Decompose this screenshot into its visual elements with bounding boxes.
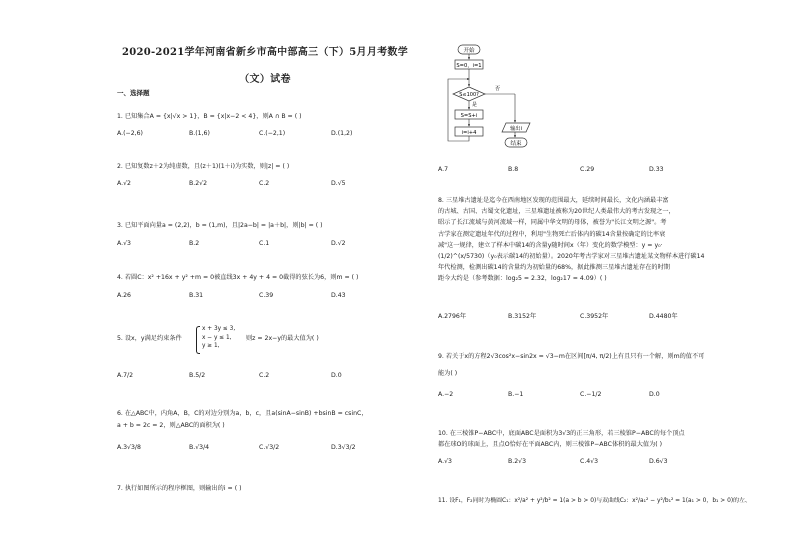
q1-option-a: A.(−2,6) (117, 130, 143, 137)
flow-condition-label: S≤100? (459, 92, 479, 98)
q8-line-5: 减"这一规律，建立了样本中碳14的含量y随时间x（年）变化的数学模型：y = y₀· (438, 241, 663, 249)
q9-option-c: C.−1/2 (580, 391, 602, 398)
q8-line-1: 8. 三星堆古遗址是迄今在西南地区发现的范围最大，延续时间最长，文化内涵最丰富 (438, 197, 669, 204)
section-heading: 一、选择题 (117, 89, 150, 97)
q6-option-b: B.√3/4 (189, 444, 210, 451)
q7-option-d: D.33 (649, 166, 664, 173)
flow-end-label: 结束 (510, 141, 522, 147)
question-5-stem: 则z = 2x−y的最大值为( ) (246, 335, 319, 342)
q8-option-a: A.2796年 (438, 313, 467, 320)
question-5-constraints (202, 325, 235, 351)
q5-option-d: D.0 (331, 372, 342, 379)
flow-start-label: 开始 (463, 48, 475, 54)
q6-option-c: C.√3/2 (259, 444, 280, 451)
q2-option-b: B.2√2 (189, 180, 208, 187)
q3-option-b: B.2 (189, 240, 200, 247)
exam-title: 2020-2021学年河南省新乡市高中部高三（下）5月月考数学 (121, 47, 409, 58)
q10-line-2: 都在球O的球面上，且点O恰好在平面ABC内，则三棱锥P−ABC体积的最大值为( ) (438, 441, 663, 449)
q4-option-a: A.26 (117, 292, 131, 299)
flow-init-label: S=0，i=1 (456, 63, 482, 69)
q10-option-d: D.6√3 (649, 458, 668, 465)
q6-option-a: A.3√3/8 (117, 444, 141, 451)
q7-option-c: C.29 (580, 166, 595, 173)
q4-option-d: D.43 (331, 292, 346, 299)
q8-line-3: 昭示了长江流域与黄河流域一样，同属中华文明的母体，被誉为"长江文明之源"。考 (438, 219, 667, 227)
flow-yes-label: 是 (472, 102, 478, 108)
q4-option-b: B.31 (189, 292, 204, 299)
q3-option-d: D.√2 (331, 240, 346, 247)
q10-option-b: B.2√3 (508, 458, 527, 465)
q8-option-d: D.4480年 (649, 313, 678, 320)
question-9 (438, 348, 778, 382)
question-7: 7. 执行如图所示的程序框图，则输出的i = ( ) (117, 485, 242, 492)
q2-option-d: D.√5 (331, 180, 346, 187)
constraint-3: y ≥ 1, (202, 343, 220, 349)
flow-output-label: 输出i (510, 126, 522, 132)
flow-update-s-label: S=S+i (460, 113, 478, 119)
q8-option-b: B.3152年 (508, 313, 537, 320)
q9-option-b: B.−1 (508, 391, 524, 398)
question-11: 11. 设F₁，F₂同时为椭圆C₁：x²/a² + y²/b² = 1(a > b > 0)与双曲线C₂：x²/a₁² − y²/b₁² = 1(a₁ > 0，b₁ > 0)的左、 (438, 498, 751, 504)
q8-option-c: C.3952年 (580, 313, 609, 320)
question-6-line-2: a + b = 2c = 2，则△ABC的面积为( ) (117, 422, 225, 429)
q8-line-6: (1/2)^(x/5730)（y₀表示碳14的初始量）。2020年考古学家对三星堆古遗址某文物样本进行碳14 (438, 253, 705, 261)
q8-line-2: 的古城、古国、古蜀文化遗址，三星堆遗址被称为20世纪人类最伟大的考古发现之一， (438, 208, 675, 216)
constraint-2: x − y ≤ 1, (202, 334, 232, 341)
question-5-intro: 5. 设x，y满足约束条件 (117, 335, 182, 342)
q5-option-a: A.7/2 (117, 372, 134, 379)
q8-line-7: 年代检测，检测出碳14的含量约为初始量的68%，据此推测三星堆古遗址存在的时期 (438, 264, 670, 272)
q7-option-a: A.7 (438, 166, 449, 173)
question-4: 4. 若圆C：x² +16x + y² +m = 0被直线3x + 4y + 4 = 0截得的弦长为6，则m = ( ) (117, 274, 359, 281)
question-1: 1. 已知集合A = {x|√x > 1}，B = {x|x−2 < 4}，则A ∩ B = ( ) (117, 113, 302, 120)
q3-option-a: A.√3 (117, 240, 131, 247)
q9-line-1: 9. 若关于x的方程2√3cos²x−sin2x = √3−m在区间[π/4, π/2)上有且只有一个解，则m的值不可 (438, 353, 705, 360)
q4-option-c: C.39 (259, 292, 274, 299)
flow-no-label: 否 (495, 86, 501, 92)
program-flowchart (440, 42, 560, 152)
q2-option-a: A.√2 (117, 180, 131, 187)
flow-update-i-label: i=i+4 (461, 130, 477, 136)
q1-option-c: C.(−2,1) (259, 130, 286, 137)
q7-option-b: B.8 (508, 166, 519, 173)
constraint-1: x + 3y ≤ 3, (202, 326, 236, 332)
question-2: 2. 已知复数z＋2为纯虚数，且(z＋1)(1＋i)为实数，则|z| = ( ) (117, 163, 290, 170)
q10-option-a: A.√3 (438, 458, 452, 465)
q10-line-1: 10. 在三棱锥P−ABC中，底面ABC是面积为3√3的正三角形，若三棱锥P−ABC的每个顶点 (438, 430, 685, 437)
question-8 (438, 195, 778, 285)
q9-line-2: 能为( ) (438, 370, 458, 377)
question-3: 3. 已知平面向量a = (2,2)，b = (1,m)，且|2a−b| = |a＋b|，则|b| = ( ) (117, 222, 323, 229)
q10-option-c: C.4√3 (580, 458, 599, 465)
q6-option-d: D.3√3/2 (331, 444, 356, 451)
q9-option-d: D.0 (649, 391, 660, 398)
q8-line-4: 古学家在测定遗址年代的过程中，利用"生物死亡后体内的碳14含量按确定的比率衰 (438, 230, 666, 238)
q5-option-b: B.5/2 (189, 372, 206, 379)
q1-option-d: D.(1,2) (331, 130, 353, 137)
q2-option-c: C.2 (259, 180, 270, 187)
constraint-brace (196, 326, 200, 354)
question-6-line-1: 6. 在△ABC中，内角A，B，C的对边分别为a，b，c，且a(sinA−sinB) +bsinB = csinC， (117, 410, 368, 417)
question-10 (438, 428, 778, 450)
exam-subtitle: （文）试卷 (239, 74, 291, 85)
q8-line-8: 距今大约是（参考数据：log₂5 = 2.32，log₂17 = 4.09）( ) (438, 275, 607, 283)
q5-option-c: C.2 (259, 372, 270, 379)
q3-option-c: C.1 (259, 240, 270, 247)
q9-option-a: A.−2 (438, 391, 454, 398)
q1-option-b: B.(1,6) (189, 130, 210, 137)
